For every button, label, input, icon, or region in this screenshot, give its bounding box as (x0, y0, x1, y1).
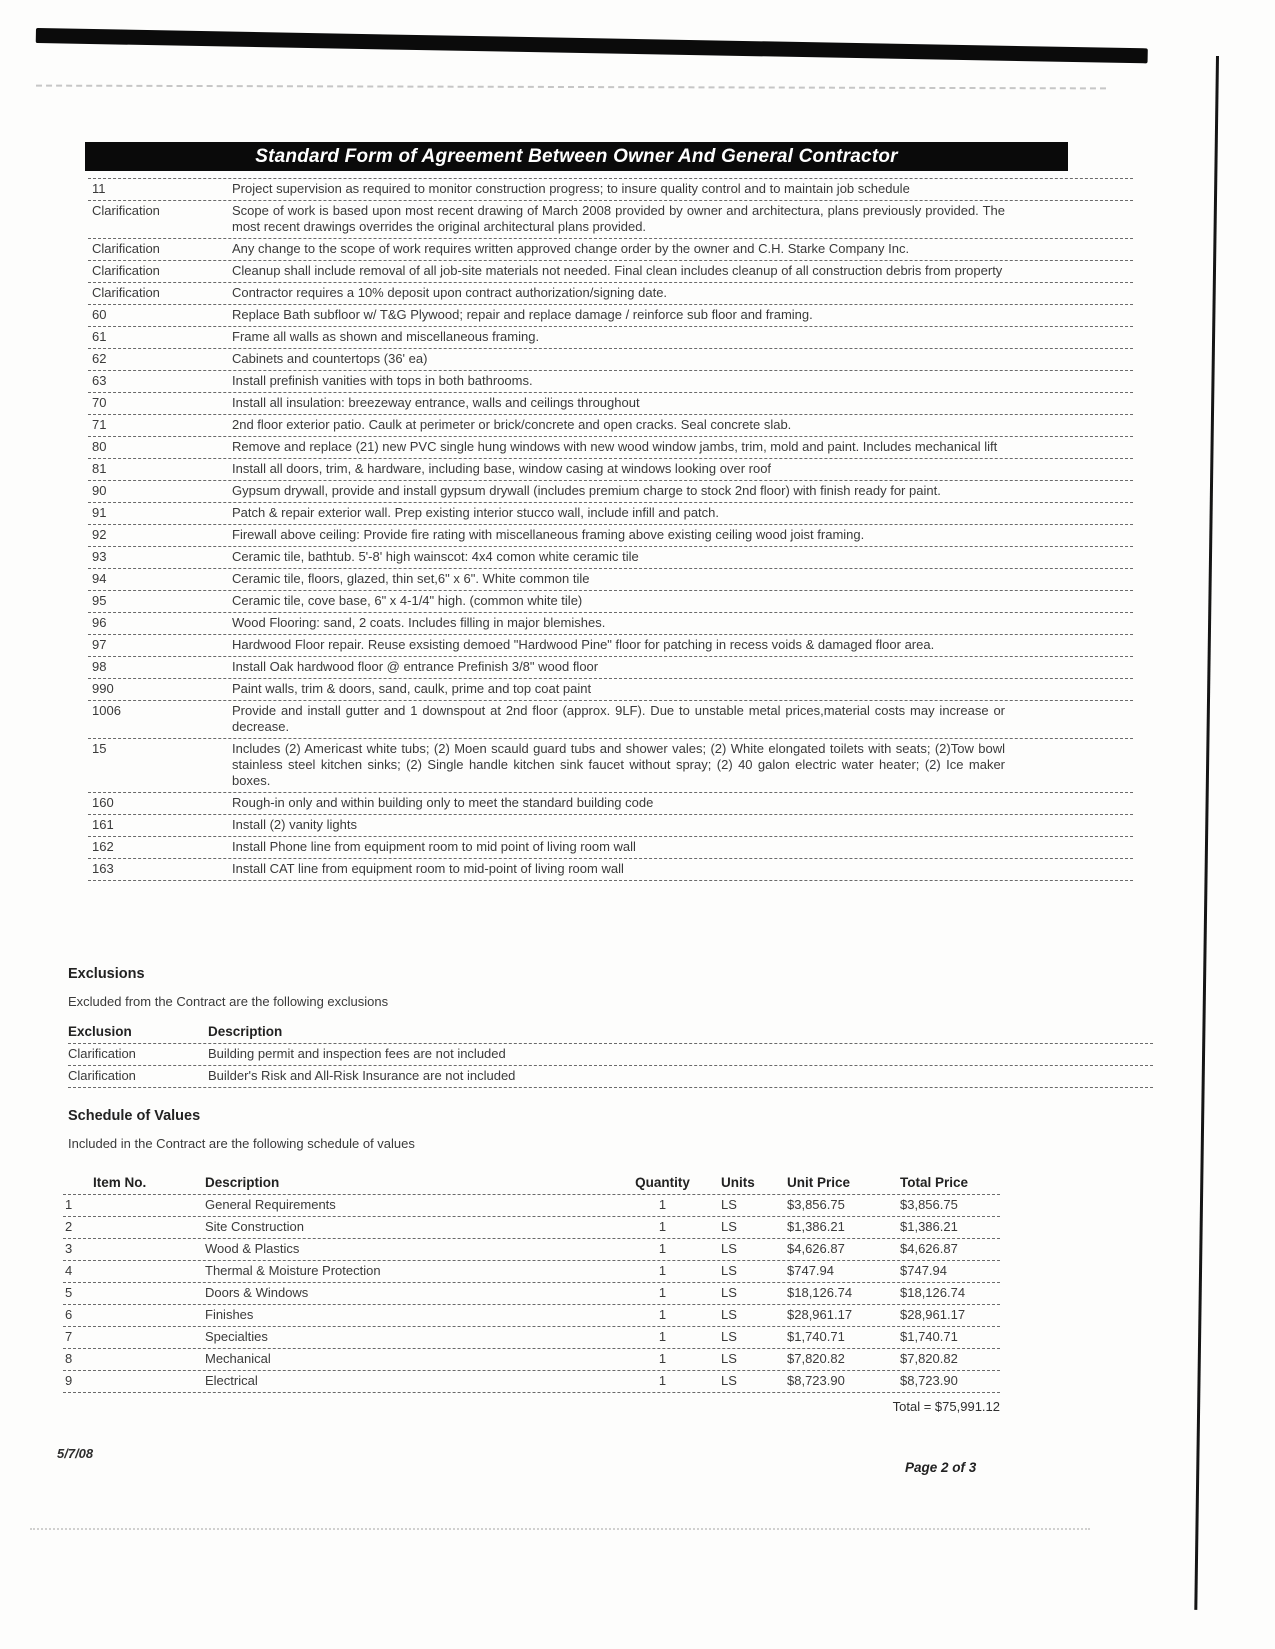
contract-item-number: 80 (92, 439, 107, 454)
schedule-unit-price: $747.94 (787, 1263, 834, 1278)
contract-item-description: Gypsum drywall, provide and install gypsum drywall (includes premium charge to stock 2nd floor) with finish ready for paint. (232, 483, 941, 498)
contract-item-number: 98 (92, 659, 107, 674)
contract-item-row (88, 657, 1133, 679)
schedule-item-no: 3 (65, 1241, 73, 1256)
schedule-total-price: $8,723.90 (900, 1373, 958, 1388)
contract-item-description: Install all insulation: breezeway entrance, walls and ceilings throughout (232, 395, 640, 410)
contract-item-number: 92 (92, 527, 107, 542)
contract-item-row (88, 635, 1133, 657)
schedule-row (63, 1239, 1000, 1261)
schedule-total-price: $1,386.21 (900, 1219, 958, 1234)
contract-item-number: 1006 (92, 703, 121, 718)
exclusion-row (68, 1066, 1153, 1088)
exclusions-col-description: Description (208, 1024, 283, 1039)
contract-item-row (88, 569, 1133, 591)
contract-item-description: Install Oak hardwood floor @ entrance Prefinish 3/8" wood floor (232, 659, 599, 674)
contract-item-row (88, 793, 1133, 815)
schedule-units: LS (721, 1197, 737, 1212)
schedule-col-item-no: Item No. (93, 1175, 147, 1190)
contract-item-row (88, 547, 1133, 569)
schedule-total-price: $18,126.74 (900, 1285, 966, 1300)
contract-item-description: Replace Bath subfloor w/ T&G Plywood; repair and replace damage / reinforce sub floor and framing. (232, 307, 813, 322)
schedule-unit-price: $1,386.21 (787, 1219, 845, 1234)
schedule-unit-price: $28,961.17 (787, 1307, 853, 1322)
schedule-of-values-section (63, 1108, 1153, 1414)
contract-item-row (88, 815, 1133, 837)
schedule-units: LS (721, 1219, 737, 1234)
schedule-units: LS (721, 1241, 737, 1256)
schedule-unit-price: $3,856.75 (787, 1197, 845, 1212)
scan-artifact-dashed-line-top (36, 85, 1106, 90)
schedule-item-no: 9 (65, 1373, 73, 1388)
contract-item-number: 990 (92, 681, 114, 696)
contract-item-row (88, 837, 1133, 859)
exclusions-intro: Excluded from the Contract are the following exclusions (68, 994, 389, 1009)
schedule-quantity: 1 (658, 1285, 667, 1300)
scan-artifact-dashed-line-bottom (30, 1528, 1090, 1530)
contract-item-description: Install Phone line from equipment room to mid point of living room wall (232, 839, 636, 854)
schedule-row (63, 1283, 1000, 1305)
contract-item-row (88, 179, 1133, 201)
contract-item-row (88, 371, 1133, 393)
document-title: Standard Form of Agreement Between Owner And General Contractor (255, 145, 898, 167)
contract-item-number: 90 (92, 483, 107, 498)
exclusions-section (68, 966, 1153, 1088)
exclusion-description: Building permit and inspection fees are not included (208, 1046, 506, 1061)
schedule-heading: Schedule of Values (68, 1108, 201, 1124)
schedule-unit-price: $4,626.87 (787, 1241, 845, 1256)
schedule-description: Site Construction (205, 1219, 304, 1234)
contract-item-number: 160 (92, 795, 114, 810)
schedule-row (63, 1371, 1000, 1393)
schedule-row (63, 1261, 1000, 1283)
schedule-item-no: 8 (65, 1351, 73, 1366)
contract-item-row (88, 305, 1133, 327)
schedule-quantity: 1 (658, 1373, 667, 1388)
schedule-units: LS (721, 1351, 737, 1366)
contract-item-row (88, 261, 1133, 283)
contract-item-description: Scope of work is based upon most recent drawing of March 2008 provided by owner and architectura, plans previously provided. The most recent drawings overrides the original architectural plans provided. (232, 203, 1005, 234)
contract-item-row (88, 415, 1133, 437)
contract-items-table (88, 178, 1133, 881)
schedule-row (63, 1327, 1000, 1349)
contract-item-row (88, 481, 1133, 503)
contract-item-row (88, 701, 1133, 739)
contract-item-description: Ceramic tile, cove base, 6" x 4-1/4" high. (common white tile) (232, 593, 583, 608)
schedule-table-header (63, 1173, 1000, 1195)
contract-item-description: Provide and install gutter and 1 downspout at 2nd floor (approx. 9LF). Due to unstable metal prices,material costs may increase or decrease. (232, 703, 1005, 734)
contract-item-description: Wood Flooring: sand, 2 coats. Includes filling in major blemishes. (232, 615, 606, 630)
exclusions-table-header (68, 1024, 1153, 1044)
contract-item-row (88, 201, 1133, 239)
schedule-description: Wood & Plastics (205, 1241, 300, 1256)
exclusion-row (68, 1044, 1153, 1066)
schedule-description: Thermal & Moisture Protection (205, 1263, 381, 1278)
contract-item-row (88, 739, 1133, 793)
contract-item-description: Paint walls, trim & doors, sand, caulk, prime and top coat paint (232, 681, 592, 696)
scan-artifact-right-edge-line (1194, 56, 1219, 1610)
contract-item-number: 161 (92, 817, 114, 832)
schedule-quantity: 1 (658, 1219, 667, 1234)
schedule-unit-price: $18,126.74 (787, 1285, 853, 1300)
schedule-item-no: 6 (65, 1307, 73, 1322)
contract-item-description: Contractor requires a 10% deposit upon contract authorization/signing date. (232, 285, 668, 300)
contract-item-description: Install CAT line from equipment room to mid-point of living room wall (232, 861, 624, 876)
exclusion-type: Clarification (68, 1046, 136, 1061)
schedule-table (63, 1173, 1000, 1393)
schedule-col-units: Units (721, 1175, 755, 1190)
schedule-total-price: $4,626.87 (900, 1241, 958, 1256)
contract-item-description: Ceramic tile, floors, glazed, thin set,6" x 6". White common tile (232, 571, 590, 586)
contract-item-description: Cabinets and countertops (36' ea) (232, 351, 428, 366)
schedule-intro: Included in the Contract are the following schedule of values (68, 1136, 415, 1151)
contract-item-row (88, 525, 1133, 547)
contract-item-row (88, 393, 1133, 415)
contract-item-number: 70 (92, 395, 107, 410)
contract-item-number: 163 (92, 861, 114, 876)
exclusions-col-exclusion: Exclusion (68, 1024, 132, 1039)
schedule-total-price: $747.94 (900, 1263, 947, 1278)
contract-item-row (88, 459, 1133, 481)
contract-item-number: 71 (92, 417, 107, 432)
contract-item-description: Hardwood Floor repair. Reuse exsisting demoed "Hardwood Pine" floor for patching in recess voids & damaged floor area. (232, 637, 935, 652)
schedule-col-quantity: Quantity (635, 1175, 690, 1190)
schedule-unit-price: $1,740.71 (787, 1329, 845, 1344)
schedule-item-no: 7 (65, 1329, 73, 1344)
schedule-units: LS (721, 1263, 737, 1278)
contract-item-description: Cleanup shall include removal of all job-site materials not needed. Final clean includes cleanup of all construction debris from property (232, 263, 1003, 278)
contract-item-number: 93 (92, 549, 107, 564)
schedule-total-price: $7,820.82 (900, 1351, 958, 1366)
exclusion-description: Builder's Risk and All-Risk Insurance are not included (208, 1068, 516, 1083)
schedule-item-no: 1 (65, 1197, 73, 1212)
schedule-quantity: 1 (658, 1351, 667, 1366)
contract-item-description: Ceramic tile, bathtub. 5'-8' high wainscot: 4x4 comon white ceramic tile (232, 549, 639, 564)
exclusion-type: Clarification (68, 1068, 136, 1083)
schedule-item-no: 5 (65, 1285, 73, 1300)
contract-item-number: 95 (92, 593, 107, 608)
contract-item-description: Project supervision as required to monitor construction progress; to insure quality control and to maintain job schedule (232, 181, 910, 196)
schedule-col-description: Description (205, 1175, 280, 1190)
schedule-col-total-price: Total Price (900, 1175, 969, 1190)
contract-item-number: 63 (92, 373, 107, 388)
schedule-description: Electrical (205, 1373, 258, 1388)
schedule-description: Doors & Windows (205, 1285, 309, 1300)
schedule-description: Specialties (205, 1329, 268, 1344)
contract-item-number: 15 (92, 741, 107, 756)
schedule-item-no: 4 (65, 1263, 73, 1278)
contract-item-row (88, 283, 1133, 305)
schedule-quantity: 1 (658, 1263, 667, 1278)
contract-item-number: Clarification (92, 285, 160, 300)
contract-item-description: Rough-in only and within building only to meet the standard building code (232, 795, 654, 810)
schedule-units: LS (721, 1373, 737, 1388)
schedule-description: Finishes (205, 1307, 254, 1322)
contract-item-description: 2nd floor exterior patio. Caulk at perimeter or brick/concrete and open cracks. Seal concrete slab. (232, 417, 792, 432)
contract-item-row (88, 591, 1133, 613)
schedule-total-price: $28,961.17 (900, 1307, 966, 1322)
footer-date: 5/7/08 (57, 1446, 94, 1461)
contract-item-number: 62 (92, 351, 107, 366)
contract-item-description: Remove and replace (21) new PVC single hung windows with new wood window jambs, trim, mold and paint. Includes mechanical lift (232, 439, 998, 454)
schedule-description: General Requirements (205, 1197, 336, 1212)
contract-item-number: 96 (92, 615, 107, 630)
contract-item-description: Patch & repair exterior wall. Prep existing interior stucco wall, include infill and patch. (232, 505, 720, 520)
contract-item-row (88, 859, 1133, 881)
exclusions-table-body (68, 1044, 1153, 1088)
schedule-quantity: 1 (658, 1241, 667, 1256)
schedule-table-body (63, 1195, 1000, 1393)
schedule-units: LS (721, 1307, 737, 1322)
schedule-quantity: 1 (658, 1197, 667, 1212)
contract-item-row (88, 503, 1133, 525)
contract-item-number: Clarification (92, 203, 160, 218)
contract-item-number: 61 (92, 329, 107, 344)
contract-item-description: Frame all walls as shown and miscellaneous framing. (232, 329, 540, 344)
contract-item-number: 94 (92, 571, 107, 586)
contract-item-description: Install all doors, trim, & hardware, including base, window casing at windows looking over roof (232, 461, 772, 476)
schedule-row (63, 1195, 1000, 1217)
schedule-row (63, 1217, 1000, 1239)
contract-item-number: 81 (92, 461, 107, 476)
contract-item-number: 162 (92, 839, 114, 854)
contract-item-row (88, 613, 1133, 635)
schedule-units: LS (721, 1329, 737, 1344)
footer-page-number: Page 2 of 3 (905, 1460, 977, 1475)
schedule-row (63, 1305, 1000, 1327)
contract-item-number: 91 (92, 505, 107, 520)
contract-item-description: Install (2) vanity lights (232, 817, 357, 832)
schedule-total-price: $3,856.75 (900, 1197, 958, 1212)
contract-item-number: 97 (92, 637, 107, 652)
contract-item-row (88, 349, 1133, 371)
schedule-item-no: 2 (65, 1219, 73, 1234)
contract-item-row (88, 437, 1133, 459)
exclusions-heading: Exclusions (68, 966, 145, 982)
document-title-bar (85, 142, 1068, 171)
schedule-total: Total = $75,991.12 (892, 1399, 1000, 1414)
schedule-col-unit-price: Unit Price (787, 1175, 851, 1190)
schedule-row (63, 1349, 1000, 1371)
schedule-description: Mechanical (205, 1351, 271, 1366)
contract-item-number: Clarification (92, 241, 160, 256)
contract-item-number: Clarification (92, 263, 160, 278)
contract-item-row (88, 679, 1133, 701)
schedule-quantity: 1 (658, 1307, 667, 1322)
schedule-units: LS (721, 1285, 737, 1300)
schedule-quantity: 1 (658, 1329, 667, 1344)
contract-item-description: Firewall above ceiling: Provide fire rating with miscellaneous framing above existing ceiling wood joist framing. (232, 527, 865, 542)
contract-item-row (88, 327, 1133, 349)
scan-artifact-top-bar (36, 28, 1148, 63)
contract-item-number: 11 (92, 181, 106, 196)
schedule-unit-price: $8,723.90 (787, 1373, 845, 1388)
contract-item-row (88, 239, 1133, 261)
schedule-total-price: $1,740.71 (900, 1329, 958, 1344)
contract-item-description: Any change to the scope of work requires written approved change order by the owner and C.H. Starke Company Inc. (232, 241, 910, 256)
contract-item-description: Install prefinish vanities with tops in both bathrooms. (232, 373, 533, 388)
schedule-unit-price: $7,820.82 (787, 1351, 845, 1366)
contract-item-number: 60 (92, 307, 107, 322)
contract-item-description: Includes (2) Americast white tubs; (2) Moen scauld guard tubs and shower vales; (2) White elongated toilets with seats; (2)Tow bowl stainless steel kitchen sinks; (2) Single handle kitchen sink faucet without spray; (2) 40 galon electric water heater; (2) Ice maker boxes. (232, 741, 1005, 788)
